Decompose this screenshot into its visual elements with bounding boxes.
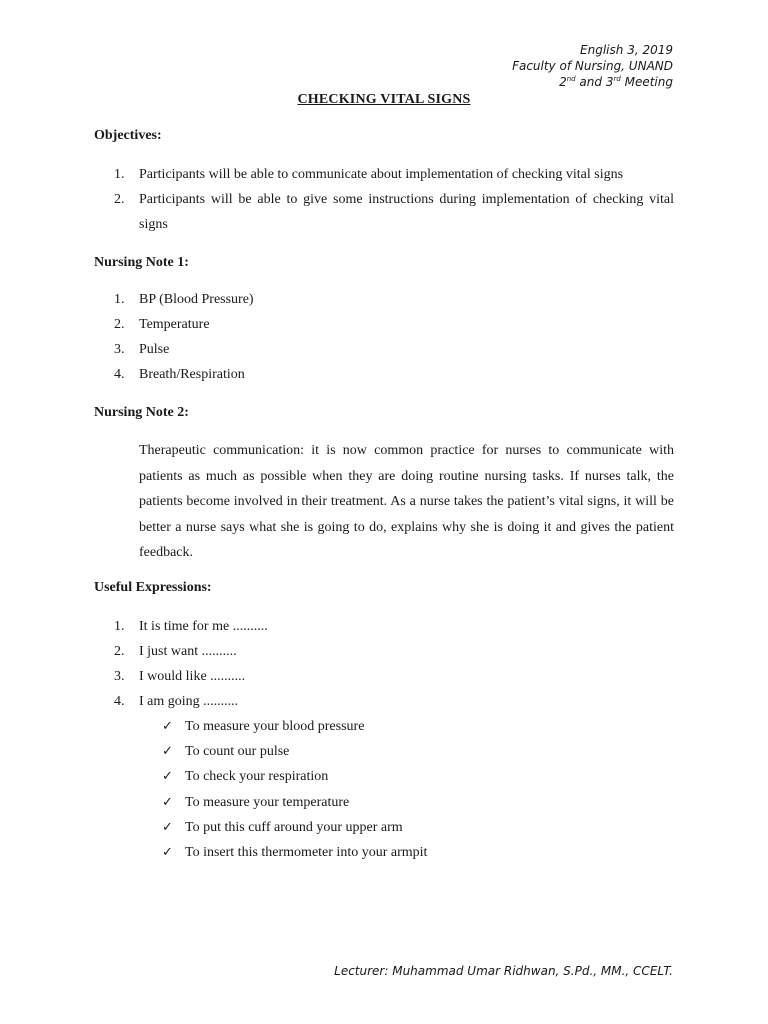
nursing-note-1-heading: Nursing Note 1:: [94, 255, 189, 270]
list-item-number: 2.: [114, 317, 125, 332]
checklist-item-text: To measure your temperature: [185, 794, 350, 810]
list-item-number: 1.: [114, 292, 125, 307]
checklist-item: [160, 764, 427, 789]
checklist-item-text: To put this cuff around your upper arm: [185, 819, 403, 835]
checkmark-icon: ✓: [162, 769, 173, 785]
useful-expressions-heading: Useful Expressions:: [94, 580, 212, 595]
nursing-note-2-paragraph: Therapeutic communication: it is now common practice for nurses to communicate with patients as much as possible when they are doing routine nursing tasks. If nurses talk, the patients become involved in their treatment. As a nurse takes the patient’s vital signs, it will be better a nurse says what she is going to do, explains why she is doing it and gives the patient feedback.: [139, 443, 674, 560]
list-item-number: 1.: [114, 619, 125, 634]
list-item-text: Participants will be able to give some instructions during implementation of checking vital signs: [139, 192, 674, 232]
checklist-item: [160, 739, 427, 764]
list-item-text: It is time for me ..........: [139, 619, 268, 634]
list-item-text: Temperature: [139, 317, 210, 332]
checkmark-icon: ✓: [162, 819, 173, 835]
list-item-text: Pulse: [139, 342, 170, 357]
list-item-text: BP (Blood Pressure): [139, 292, 254, 307]
checkmark-icon: ✓: [162, 794, 173, 810]
list-item-text: I am going ..........: [139, 694, 239, 709]
objectives-heading: Objectives:: [94, 128, 162, 143]
meeting-first-suffix: nd: [566, 75, 576, 83]
checklist-item-text: To check your respiration: [185, 769, 329, 785]
course-label: English 3, 2019: [580, 43, 673, 57]
checkmark-icon: ✓: [162, 719, 173, 734]
list-item-number: 3.: [114, 342, 125, 357]
list-item: [94, 287, 674, 312]
list-item-number: 4.: [114, 694, 125, 709]
list-item-number: 1.: [114, 167, 125, 182]
nursing-note-1-list: [94, 287, 674, 387]
objectives-list: [94, 162, 674, 237]
checklist-item: [160, 790, 427, 815]
expression-checklist: [160, 714, 427, 865]
list-item-text: Breath/Respiration: [139, 367, 245, 382]
list-item: [94, 689, 674, 714]
list-item: [94, 187, 674, 237]
meeting-word: Meeting: [620, 75, 673, 89]
meeting-first-number: 2: [559, 75, 567, 89]
list-item-text: Participants will be able to communicate about implementation of checking vital signs: [139, 167, 624, 182]
list-item: [94, 614, 674, 639]
list-item-number: 2.: [114, 644, 125, 659]
document-title: CHECKING VITAL SIGNS: [297, 92, 471, 107]
list-item: [94, 337, 674, 362]
lecturer-footer: Lecturer: Muhammad Umar Ridhwan, S.Pd., MM., CCELT.: [334, 964, 673, 978]
meeting-second-suffix: rd: [613, 75, 621, 83]
list-item-text: I would like ..........: [139, 669, 246, 684]
nursing-note-2-heading: Nursing Note 2:: [94, 405, 189, 420]
list-item-text: I just want ..........: [139, 644, 237, 659]
list-item-number: 2.: [114, 192, 125, 207]
document-header: [512, 42, 673, 90]
list-item: [94, 639, 674, 664]
list-item-number: 4.: [114, 367, 125, 382]
checklist-item-text: To count our pulse: [185, 744, 290, 760]
list-item-number: 3.: [114, 669, 125, 684]
faculty-label: Faculty of Nursing, UNAND: [512, 59, 673, 73]
useful-expressions-list: [94, 614, 674, 714]
meeting-second-number: 3: [605, 75, 614, 89]
list-item: [94, 162, 674, 187]
checklist-item: [160, 815, 427, 840]
checkmark-icon: ✓: [162, 845, 173, 861]
checkmark-icon: ✓: [162, 744, 173, 760]
checklist-item-text: To measure your blood pressure: [185, 719, 365, 734]
checklist-item: [160, 714, 427, 739]
checklist-item: [160, 840, 427, 865]
list-item: [94, 362, 674, 387]
meeting-and: and: [575, 75, 606, 89]
checklist-item-text: To insert this thermometer into your armpit: [185, 845, 428, 861]
list-item: [94, 664, 674, 689]
list-item: [94, 312, 674, 337]
meeting-label: [512, 74, 673, 90]
